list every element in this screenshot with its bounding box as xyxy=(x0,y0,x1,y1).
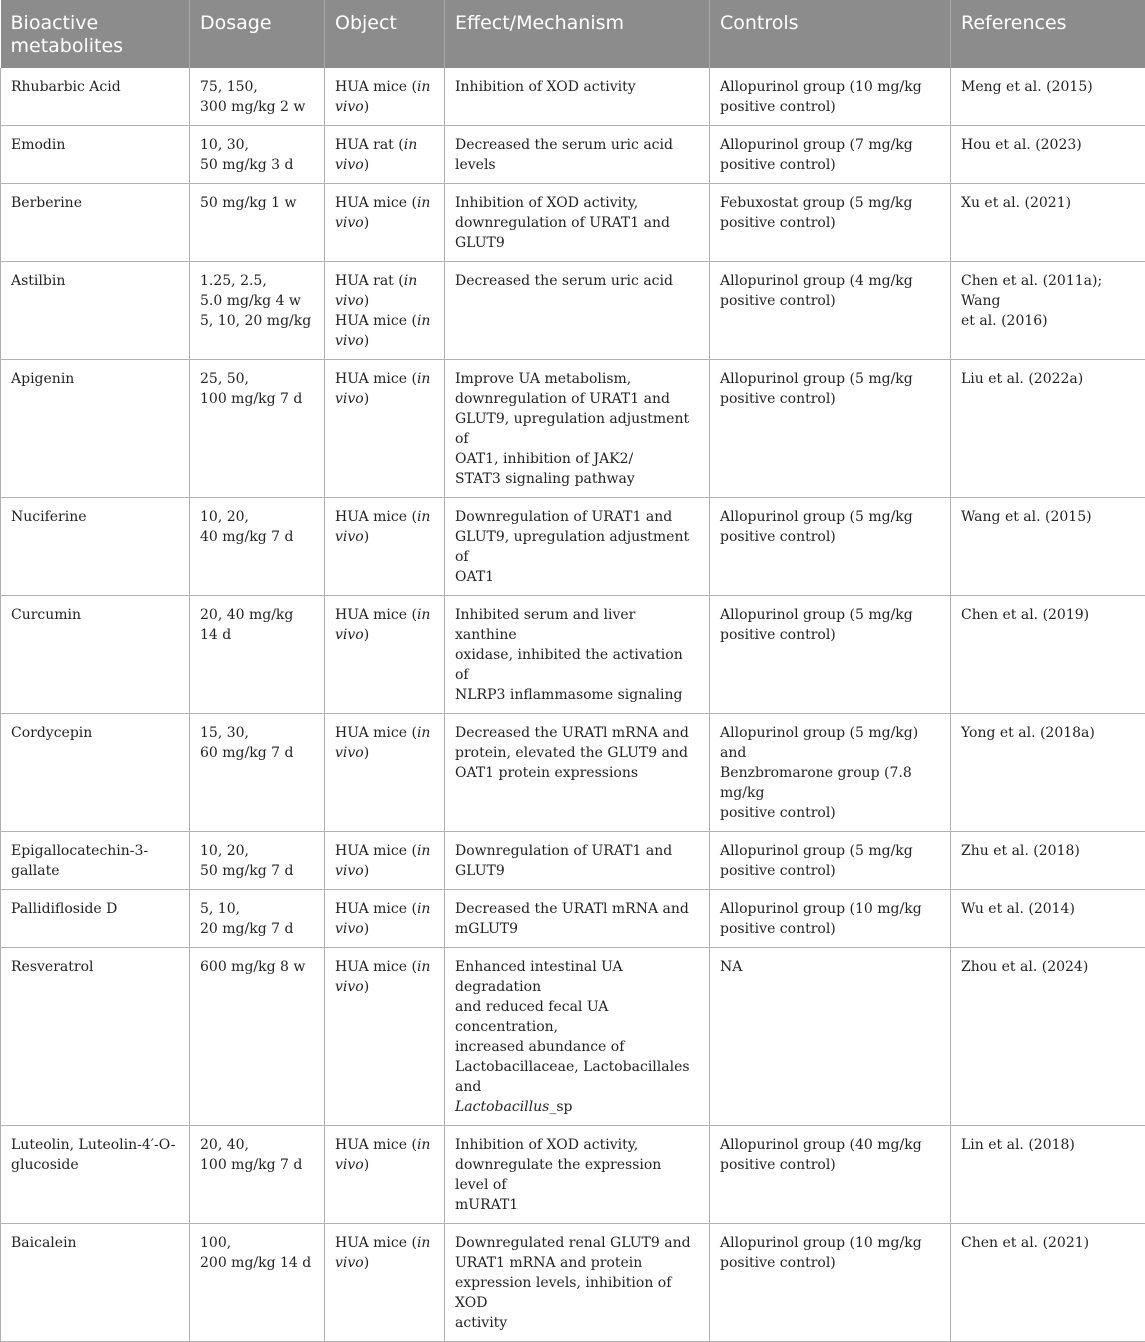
text-segment: HUA rat ( xyxy=(335,273,404,289)
table-row xyxy=(1,1224,1145,1342)
italic-text: in vivo xyxy=(335,1137,430,1173)
references-cell: Xu et al. (2021) xyxy=(951,184,1145,262)
controls-cell: Allopurinol group (5 mg/kg positive control) xyxy=(710,498,951,596)
italic-text: in vivo xyxy=(335,509,430,545)
effect-cell xyxy=(445,948,710,1126)
text-segment: Decreased the serum uric acid levels xyxy=(455,137,673,173)
references-cell: Wang et al. (2015) xyxy=(951,498,1145,596)
text-segment: ) xyxy=(364,627,369,643)
metabolite-cell: Pallidifloside D xyxy=(1,890,190,948)
text-segment: HUA rat ( xyxy=(335,137,404,153)
text-segment: ) xyxy=(364,157,369,173)
effect-cell xyxy=(445,714,710,832)
header-metabolites: Bioactive metabolites xyxy=(1,0,190,68)
controls-cell: Allopurinol group (7 mg/kg positive control) xyxy=(710,126,951,184)
italic-text: in vivo xyxy=(335,607,430,643)
object-cell xyxy=(325,498,445,596)
references-cell: Zhou et al. (2024) xyxy=(951,948,1145,1126)
controls-cell: Febuxostat group (5 mg/kg positive control) xyxy=(710,184,951,262)
text-segment: Inhibited serum and liver xanthine oxidase, inhibited the activation of NLRP3 inflammasome signaling xyxy=(455,607,683,703)
text-segment: HUA mice ( xyxy=(335,195,417,211)
table-row xyxy=(1,126,1145,184)
dosage-cell: 25, 50, 100 mg/kg 7 d xyxy=(190,360,325,498)
controls-cell: Allopurinol group (5 mg/kg positive control) xyxy=(710,360,951,498)
italic-text: in vivo xyxy=(335,371,430,407)
object-cell xyxy=(325,68,445,126)
table-row xyxy=(1,262,1145,360)
text-segment: HUA mice ( xyxy=(335,509,417,525)
table-header xyxy=(1,0,1145,68)
text-segment: HUA mice ( xyxy=(335,843,417,859)
metabolite-cell: Curcumin xyxy=(1,596,190,714)
object-cell xyxy=(325,262,445,360)
metabolite-cell: Apigenin xyxy=(1,360,190,498)
text-segment: HUA mice ( xyxy=(335,607,417,623)
effect-cell xyxy=(445,126,710,184)
effect-cell xyxy=(445,832,710,890)
dosage-cell: 50 mg/kg 1 w xyxy=(190,184,325,262)
dosage-cell: 10, 20, 40 mg/kg 7 d xyxy=(190,498,325,596)
table-row xyxy=(1,832,1145,890)
dosage-cell: 10, 20, 50 mg/kg 7 d xyxy=(190,832,325,890)
italic-text: in vivo xyxy=(335,725,430,761)
controls-cell: Allopurinol group (10 mg/kg positive control) xyxy=(710,68,951,126)
italic-text: Lactobacillus xyxy=(455,1099,549,1115)
dosage-cell: 20, 40, 100 mg/kg 7 d xyxy=(190,1126,325,1224)
object-cell xyxy=(325,184,445,262)
text-segment: ) xyxy=(364,215,369,231)
header-effect-mechanism: Effect/Mechanism xyxy=(445,0,710,68)
text-segment: ) xyxy=(364,99,369,115)
table-row xyxy=(1,498,1145,596)
table-row xyxy=(1,890,1145,948)
text-segment: ) xyxy=(364,979,369,995)
references-cell: Meng et al. (2015) xyxy=(951,68,1145,126)
header-row xyxy=(1,0,1145,68)
text-segment: Inhibition of XOD activity, downregulate the expression level of mURAT1 xyxy=(455,1137,661,1213)
metabolite-cell: Astilbin xyxy=(1,262,190,360)
metabolite-cell: Nuciferine xyxy=(1,498,190,596)
metabolite-cell: Epigallocatechin-3-gallate xyxy=(1,832,190,890)
object-cell xyxy=(325,1126,445,1224)
text-segment: ) xyxy=(364,745,369,761)
metabolite-cell: Berberine xyxy=(1,184,190,262)
effect-cell xyxy=(445,596,710,714)
italic-text: in vivo xyxy=(335,79,430,115)
references-cell: Lin et al. (2018) xyxy=(951,1126,1145,1224)
italic-text: in vivo xyxy=(335,195,430,231)
effect-cell xyxy=(445,262,710,360)
text-segment: HUA mice ( xyxy=(335,725,417,741)
text-segment: Decreased the URATl mRNA and protein, elevated the GLUT9 and OAT1 protein expressions xyxy=(455,725,689,781)
controls-cell: Allopurinol group (5 mg/kg) and Benzbromarone group (7.8 mg/kg positive control) xyxy=(710,714,951,832)
table-row xyxy=(1,596,1145,714)
controls-cell: Allopurinol group (4 mg/kg positive control) xyxy=(710,262,951,360)
table-row xyxy=(1,360,1145,498)
text-segment: ) xyxy=(364,1157,369,1173)
table-row xyxy=(1,1126,1145,1224)
text-segment: ) xyxy=(364,333,369,349)
metabolite-cell: Baicalein xyxy=(1,1224,190,1342)
italic-text: in vivo xyxy=(335,1235,430,1271)
text-segment: Decreased the serum uric acid xyxy=(455,273,673,289)
italic-text: in vivo xyxy=(335,901,430,937)
controls-cell: Allopurinol group (5 mg/kg positive control) xyxy=(710,596,951,714)
text-segment: HUA mice ( xyxy=(335,79,417,95)
references-cell: Liu et al. (2022a) xyxy=(951,360,1145,498)
references-cell: Hou et al. (2023) xyxy=(951,126,1145,184)
text-segment: Inhibition of XOD activity, downregulation of URAT1 and GLUT9 xyxy=(455,195,670,251)
italic-text: in vivo xyxy=(335,137,417,173)
object-cell xyxy=(325,126,445,184)
effect-cell xyxy=(445,360,710,498)
object-cell xyxy=(325,714,445,832)
text-segment: HUA mice ( xyxy=(335,1235,417,1251)
dosage-cell: 600 mg/kg 8 w xyxy=(190,948,325,1126)
object-cell xyxy=(325,360,445,498)
metabolite-cell: Emodin xyxy=(1,126,190,184)
table-row xyxy=(1,714,1145,832)
effect-cell xyxy=(445,890,710,948)
references-cell: Wu et al. (2014) xyxy=(951,890,1145,948)
table-row xyxy=(1,184,1145,262)
effect-cell xyxy=(445,498,710,596)
dosage-cell: 10, 30, 50 mg/kg 3 d xyxy=(190,126,325,184)
text-segment: Downregulation of URAT1 and GLUT9, upregulation adjustment of OAT1 xyxy=(455,509,689,585)
metabolite-cell: Cordycepin xyxy=(1,714,190,832)
text-segment: ) xyxy=(364,1255,369,1271)
text-segment: Inhibition of XOD activity xyxy=(455,79,636,95)
references-cell: Zhu et al. (2018) xyxy=(951,832,1145,890)
text-segment: ) xyxy=(364,391,369,407)
effect-cell xyxy=(445,1224,710,1342)
controls-cell: Allopurinol group (10 mg/kg positive control) xyxy=(710,890,951,948)
dosage-cell: 20, 40 mg/kg 14 d xyxy=(190,596,325,714)
header-controls: Controls xyxy=(710,0,951,68)
metabolite-cell: Rhubarbic Acid xyxy=(1,68,190,126)
italic-text: in vivo xyxy=(335,313,430,349)
object-cell xyxy=(325,890,445,948)
effect-cell xyxy=(445,184,710,262)
italic-text: in vivo xyxy=(335,843,430,879)
dosage-cell: 15, 30, 60 mg/kg 7 d xyxy=(190,714,325,832)
header-references: References xyxy=(951,0,1145,68)
references-cell: Chen et al. (2019) xyxy=(951,596,1145,714)
controls-cell: NA xyxy=(710,948,951,1126)
object-cell xyxy=(325,948,445,1126)
table-row xyxy=(1,68,1145,126)
dosage-cell: 1.25, 2.5, 5.0 mg/kg 4 w 5, 10, 20 mg/kg xyxy=(190,262,325,360)
text-segment: HUA mice ( xyxy=(335,371,417,387)
text-segment: _sp xyxy=(549,1099,572,1115)
object-cell xyxy=(325,596,445,714)
effect-cell xyxy=(445,68,710,126)
controls-cell: Allopurinol group (10 mg/kg positive control) xyxy=(710,1224,951,1342)
text-segment: ) xyxy=(364,863,369,879)
references-cell: Chen et al. (2021) xyxy=(951,1224,1145,1342)
controls-cell: Allopurinol group (40 mg/kg positive control) xyxy=(710,1126,951,1224)
table-row xyxy=(1,948,1145,1126)
object-cell xyxy=(325,1224,445,1342)
text-segment: ) HUA mice ( xyxy=(335,293,417,329)
text-segment: ) xyxy=(364,921,369,937)
dosage-cell: 5, 10, 20 mg/kg 7 d xyxy=(190,890,325,948)
references-cell: Yong et al. (2018a) xyxy=(951,714,1145,832)
text-segment: HUA mice ( xyxy=(335,959,417,975)
text-segment: Downregulation of URAT1 and GLUT9 xyxy=(455,843,672,879)
text-segment: HUA mice ( xyxy=(335,901,417,917)
italic-text: in vivo xyxy=(335,273,417,309)
text-segment: HUA mice ( xyxy=(335,1137,417,1153)
header-dosage: Dosage xyxy=(190,0,325,68)
text-segment: Downregulated renal GLUT9 and URAT1 mRNA and protein expression levels, inhibition of XOD activity xyxy=(455,1235,691,1331)
table-body xyxy=(1,68,1145,1342)
dosage-cell: 75, 150, 300 mg/kg 2 w xyxy=(190,68,325,126)
controls-cell: Allopurinol group (5 mg/kg positive control) xyxy=(710,832,951,890)
object-cell xyxy=(325,832,445,890)
text-segment: Enhanced intestinal UA degradation and reduced fecal UA concentration, increased abundance of Lactobacillaceae, Lactobacillales and xyxy=(455,959,690,1095)
header-object: Object xyxy=(325,0,445,68)
dosage-cell: 100, 200 mg/kg 14 d xyxy=(190,1224,325,1342)
metabolite-cell: Resveratrol xyxy=(1,948,190,1126)
metabolite-cell: Luteolin, Luteolin-4′-O- glucoside xyxy=(1,1126,190,1224)
text-segment: ) xyxy=(364,529,369,545)
italic-text: in vivo xyxy=(335,959,430,995)
text-segment: Decreased the URATl mRNA and mGLUT9 xyxy=(455,901,689,937)
references-cell: Chen et al. (2011a); Wang et al. (2016) xyxy=(951,262,1145,360)
effect-cell xyxy=(445,1126,710,1224)
text-segment: Improve UA metabolism, downregulation of URAT1 and GLUT9, upregulation adjustment of OAT1, inhibition of JAK2/ STAT3 signaling pathway xyxy=(455,371,689,487)
